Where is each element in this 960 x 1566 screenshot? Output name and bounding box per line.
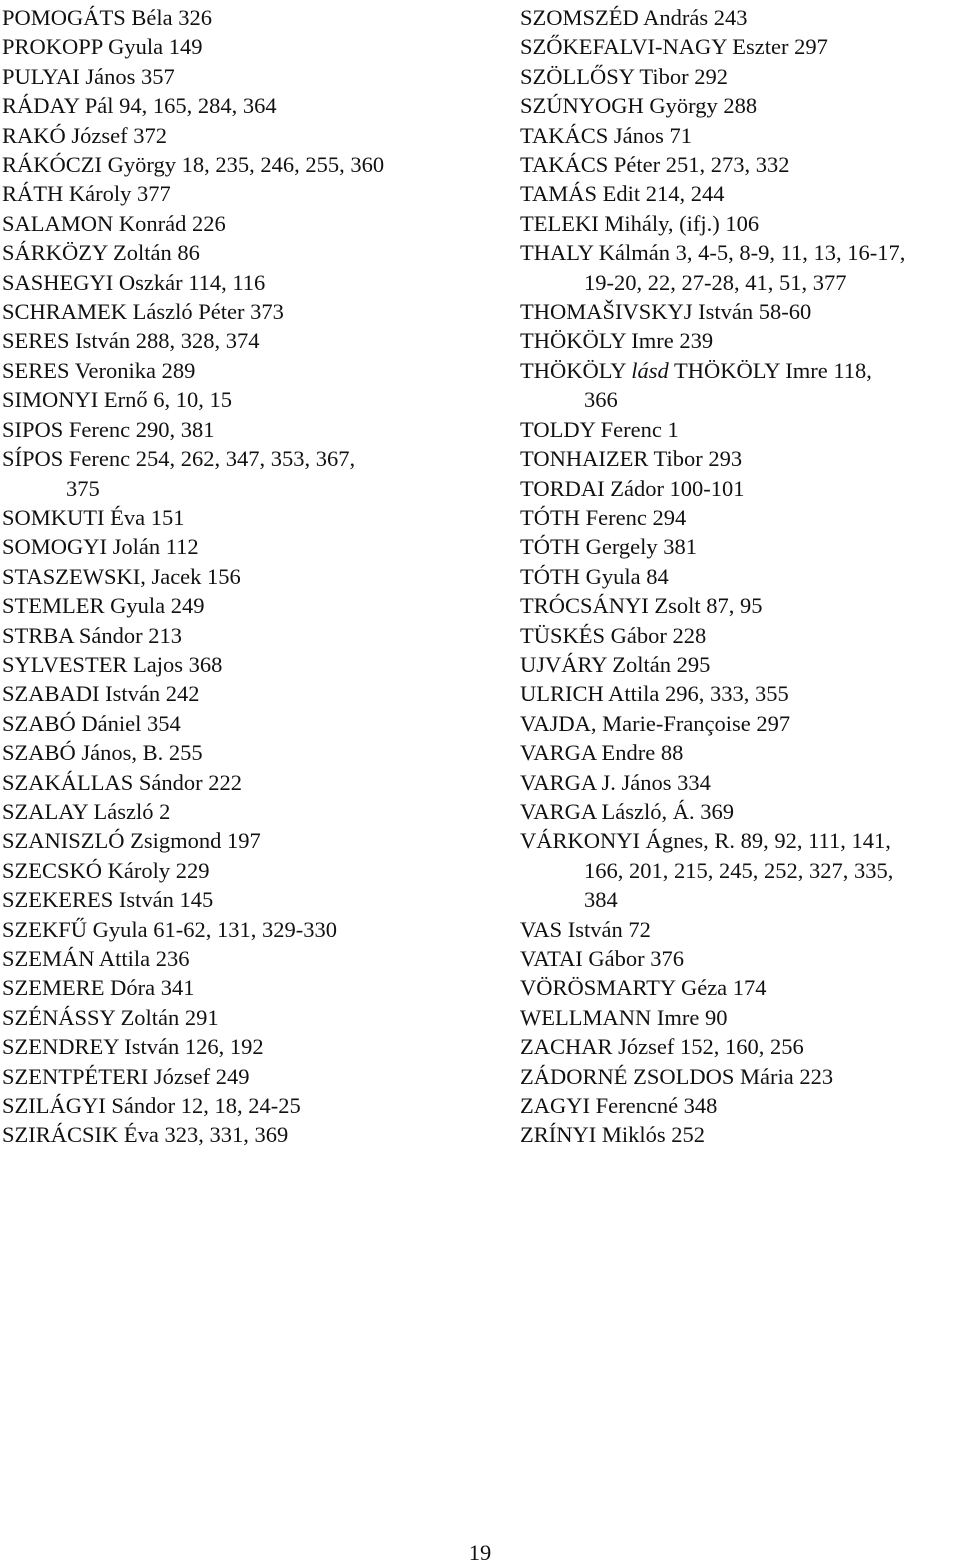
index-entry <box>2 415 482 444</box>
index-entry-text: SASHEGYI Oszkár 114, 116 <box>2 269 266 295</box>
index-entry <box>520 356 960 415</box>
index-entry-text: TÓTH Gyula 84 <box>520 563 669 589</box>
index-entry <box>2 32 482 61</box>
index-entry-text: ZACHAR József 152, 160, 256 <box>520 1034 804 1060</box>
index-entry-text: TAKÁCS János 71 <box>520 122 692 148</box>
index-entry-text: THALY Kálmán 3, 4-5, 8-9, 11, 13, 16-17, <box>520 240 906 266</box>
index-entry-text: SZEKFŰ Gyula 61-62, 131, 329-330 <box>2 916 337 942</box>
index-entry <box>2 944 482 973</box>
index-entry-text: SZAKÁLLAS Sándor 222 <box>2 769 242 795</box>
index-entry <box>520 3 960 32</box>
index-entry-text: VARGA Endre 88 <box>520 740 684 766</box>
index-entry <box>520 1032 960 1061</box>
index-entry-text: TELEKI Mihály, (ifj.) 106 <box>520 210 760 236</box>
index-entry <box>2 1062 482 1091</box>
index-entry <box>520 738 960 767</box>
index-entry-text: RÁTH Károly 377 <box>2 181 171 207</box>
index-entry-text: PULYAI János 357 <box>2 63 175 89</box>
index-entry-text: UJVÁRY Zoltán 295 <box>520 651 711 677</box>
index-entry-text: SZÚNYOGH György 288 <box>520 93 758 119</box>
index-entry-continuation: 366 <box>584 387 618 413</box>
index-entry <box>2 532 482 561</box>
index-entry-text: TORDAI Zádor 100-101 <box>520 475 745 501</box>
index-entry-text: SZÖLLŐSY Tibor 292 <box>520 63 728 89</box>
index-entry-text: SZILÁGYI Sándor 12, 18, 24-25 <box>2 1093 301 1119</box>
index-entry <box>2 885 482 914</box>
index-entry-text: VÁRKONYI Ágnes, R. 89, 92, 111, 141, <box>520 828 891 854</box>
index-entry-text: SZIRÁCSIK Éva 323, 331, 369 <box>2 1122 289 1148</box>
index-entry-text: SCHRAMEK László Péter 373 <box>2 299 284 325</box>
index-entry <box>2 1120 482 1149</box>
index-entry-text: SZEMÁN Attila 236 <box>2 946 190 971</box>
index-entry-continuation: 384 <box>584 887 618 913</box>
index-entry <box>2 856 482 885</box>
index-entry <box>2 238 482 267</box>
index-entry-text: SOMKUTI Éva 151 <box>2 504 185 530</box>
index-entry <box>520 532 960 561</box>
index-entry-text: SZOMSZÉD András 243 <box>520 5 748 30</box>
index-entry-text: VATAI Gábor 376 <box>520 946 685 971</box>
index-entry-text: SZABÓ János, B. 255 <box>2 740 203 766</box>
index-entry-see-also: lásd <box>631 357 669 383</box>
index-entry-text: SOMOGYI Jolán 112 <box>2 534 199 560</box>
index-entry <box>520 1062 960 1091</box>
index-entry-text: STASZEWSKI, Jacek 156 <box>2 563 241 589</box>
index-entry <box>2 503 482 532</box>
index-entry <box>520 1003 960 1032</box>
index-entry <box>2 768 482 797</box>
index-entry <box>520 944 960 973</box>
index-entry <box>2 121 482 150</box>
index-entry-text: THOMAŠIVSKYJ István 58-60 <box>520 299 812 325</box>
index-entry-text: ZÁDORNÉ ZSOLDOS Mária 223 <box>520 1063 834 1089</box>
index-entry-text: VARGA László, Á. 369 <box>520 798 734 824</box>
index-entry <box>2 297 482 326</box>
index-entry-text: SÁRKÖZY Zoltán 86 <box>2 240 200 266</box>
index-entry-text: TAMÁS Edit 214, 244 <box>520 181 725 207</box>
index-entry <box>2 709 482 738</box>
index-entry <box>2 385 482 414</box>
index-entry-text: VAJDA, Marie-Françoise 297 <box>520 710 791 736</box>
index-entry <box>2 268 482 297</box>
index-entry-continuation: 375 <box>66 475 100 501</box>
index-entry-text: PROKOPP Gyula 149 <box>2 34 203 60</box>
index-entry <box>2 826 482 855</box>
index-entry <box>520 1120 960 1149</box>
index-entry <box>520 62 960 91</box>
index-entry-continuation: 166, 201, 215, 245, 252, 327, 335, <box>584 857 894 883</box>
index-entry <box>2 179 482 208</box>
index-entry-text: SZEMERE Dóra 341 <box>2 975 195 1001</box>
index-entry <box>520 326 960 355</box>
index-entry <box>520 1091 960 1120</box>
index-entry <box>2 356 482 385</box>
index-entry-text: SZEKERES István 145 <box>2 887 214 913</box>
index-column-right <box>520 3 960 1150</box>
index-entry <box>2 621 482 650</box>
index-entry-text: TÓTH Ferenc 294 <box>520 504 687 530</box>
index-entry-text: SERES István 288, 328, 374 <box>2 328 260 354</box>
index-entry <box>2 591 482 620</box>
index-entry-text: SZENDREY István 126, 192 <box>2 1034 264 1060</box>
index-entry-text: POMOGÁTS Béla 326 <box>2 5 213 30</box>
index-entry <box>520 209 960 238</box>
index-entry <box>520 297 960 326</box>
index-entry <box>2 973 482 1002</box>
index-entry-text: ZRÍNYI Miklós 252 <box>520 1122 705 1148</box>
index-entry <box>520 444 960 473</box>
index-entry-text: SALAMON Konrád 226 <box>2 210 226 236</box>
index-entry-text: TAKÁCS Péter 251, 273, 332 <box>520 152 790 178</box>
index-entry <box>520 32 960 61</box>
index-entry-text: VAS István 72 <box>520 916 651 942</box>
index-entry-text: STRBA Sándor 213 <box>2 622 183 648</box>
index-entry-text: SZABÓ Dániel 354 <box>2 710 181 736</box>
index-entry <box>2 91 482 120</box>
index-entry <box>2 797 482 826</box>
index-entry <box>520 679 960 708</box>
index-entry-text: RÁDAY Pál 94, 165, 284, 364 <box>2 93 277 119</box>
index-entry-text: RAKÓ József 372 <box>2 122 167 148</box>
index-entry-text: SYLVESTER Lajos 368 <box>2 651 223 677</box>
index-entry-text: SÍPOS Ferenc 254, 262, 347, 353, 367, <box>2 446 356 472</box>
index-entry-text: SIPOS Ferenc 290, 381 <box>2 416 215 442</box>
index-entry <box>2 3 482 32</box>
index-entry-text: SZANISZLÓ Zsigmond 197 <box>2 828 261 854</box>
index-entry-text: SZECSKÓ Károly 229 <box>2 857 210 883</box>
page-number: 19 <box>468 1540 492 1565</box>
index-entry <box>2 62 482 91</box>
index-entry <box>2 562 482 591</box>
index-entry <box>2 650 482 679</box>
index-entry-text: SZALAY László 2 <box>2 798 171 824</box>
index-entry <box>520 474 960 503</box>
index-entry <box>520 179 960 208</box>
index-entry-continuation: 19-20, 22, 27-28, 41, 51, 377 <box>584 269 847 295</box>
index-entry-text: TONHAIZER Tibor 293 <box>520 446 743 472</box>
index-entry-text: ULRICH Attila 296, 333, 355 <box>520 681 789 707</box>
index-entry-text: RÁKÓCZI György 18, 235, 246, 255, 360 <box>2 152 385 178</box>
index-entry <box>520 591 960 620</box>
index-entry-text: TRÓCSÁNYI Zsolt 87, 95 <box>520 593 763 619</box>
index-entry <box>520 621 960 650</box>
index-entry-text: VARGA J. János 334 <box>520 769 711 795</box>
index-entry-text: TOLDY Ferenc 1 <box>520 416 679 442</box>
index-entry <box>520 121 960 150</box>
index-entry-text: THÖKÖLY <box>520 357 626 383</box>
index-entry <box>2 444 482 503</box>
index-entry <box>520 238 960 297</box>
index-entry <box>520 650 960 679</box>
index-entry <box>520 91 960 120</box>
index-entry <box>520 562 960 591</box>
index-entry <box>520 826 960 914</box>
index-entry-text: VÖRÖSMARTY Géza 174 <box>520 975 767 1001</box>
index-entry-text: WELLMANN Imre 90 <box>520 1004 728 1030</box>
index-entry <box>520 797 960 826</box>
index-entry-text: THÖKÖLY Imre 239 <box>520 328 714 354</box>
index-entry <box>2 1032 482 1061</box>
index-entry <box>520 973 960 1002</box>
index-entry-text: TÜSKÉS Gábor 228 <box>520 622 707 648</box>
index-entry-text: TÓTH Gergely 381 <box>520 534 698 560</box>
index-entry <box>520 150 960 179</box>
index-entry-text: SZŐKEFALVI-NAGY Eszter 297 <box>520 34 828 60</box>
index-entry <box>2 1091 482 1120</box>
index-entry <box>2 738 482 767</box>
index-entry-text: SZABADI István 242 <box>2 681 200 707</box>
index-entry-text: SERES Veronika 289 <box>2 357 196 383</box>
index-entry-text: SIMONYI Ernő 6, 10, 15 <box>2 387 232 413</box>
index-column-left <box>2 3 482 1150</box>
index-entry <box>2 679 482 708</box>
index-entry-text: STEMLER Gyula 249 <box>2 593 205 619</box>
index-entry <box>2 915 482 944</box>
index-entry <box>2 326 482 355</box>
index-entry <box>520 415 960 444</box>
index-entry <box>2 209 482 238</box>
index-entry <box>520 709 960 738</box>
index-entry-text: ZAGYI Ferencné 348 <box>520 1093 718 1119</box>
index-entry <box>2 150 482 179</box>
index-entry-text: SZÉNÁSSY Zoltán 291 <box>2 1004 219 1030</box>
index-entry <box>520 768 960 797</box>
index-entry-text: THÖKÖLY Imre 118, <box>674 357 872 383</box>
index-entry <box>520 915 960 944</box>
index-entry <box>520 503 960 532</box>
index-entry <box>2 1003 482 1032</box>
index-entry-text: SZENTPÉTERI József 249 <box>2 1063 250 1089</box>
